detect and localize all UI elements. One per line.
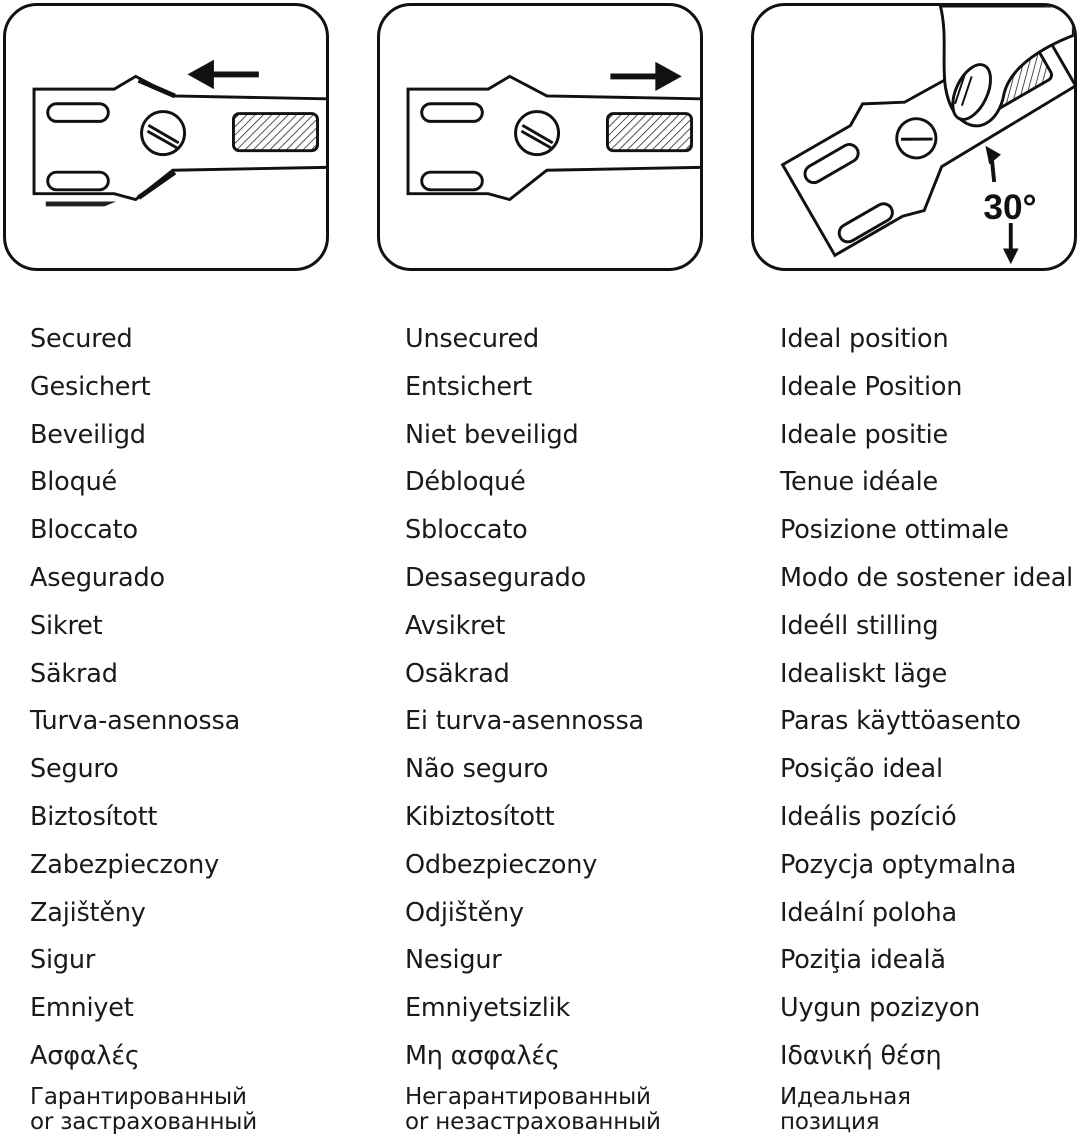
list-item: Bloqué — [30, 467, 118, 498]
list-item: Unsecured — [405, 324, 539, 354]
list-item: Ideális pozíció — [780, 801, 957, 832]
list-item: Sikret — [30, 610, 103, 641]
scraper-unsecured-illustration — [380, 6, 700, 268]
secured-translations-list — [30, 316, 257, 1133]
list-item: Ideal position — [780, 324, 949, 354]
list-item: Emniyet — [30, 993, 134, 1024]
list-item-line: Негарантированный — [405, 1083, 651, 1110]
list-item: Tenue idéale — [780, 467, 939, 498]
list-item-line: позиция — [780, 1108, 880, 1135]
list-item: Niet beveiligd — [405, 419, 579, 450]
list-item: Posição ideal — [780, 754, 943, 785]
ideal-position-translations-list — [780, 316, 1073, 1133]
list-item: Posizione ottimale — [780, 515, 1009, 546]
list-item: Secured — [30, 324, 133, 354]
scraper-secured-illustration — [6, 6, 326, 268]
unsecured-illustration-panel — [377, 3, 703, 271]
list-item: Gesichert — [30, 371, 151, 402]
list-item: Osäkrad — [405, 658, 510, 689]
list-item: Ασφαλές — [30, 1040, 140, 1071]
list-item: Sbloccato — [405, 515, 528, 546]
list-item: Uygun pozizyon — [780, 993, 981, 1024]
list-item: Zabezpieczony — [30, 849, 219, 880]
list-item: Beveiligd — [30, 419, 146, 450]
list-item: Μη ασφαλές — [405, 1040, 560, 1071]
secured-illustration-panel — [3, 3, 329, 271]
list-item: Não seguro — [405, 754, 549, 785]
list-item: Odbezpieczony — [405, 849, 598, 880]
list-item: Ιδανική θέση — [780, 1040, 942, 1071]
list-item: Turva-asennossa — [30, 706, 240, 737]
list-item: Biztosított — [30, 801, 158, 832]
list-item: Ideální poloha — [780, 897, 957, 928]
list-item: Säkrad — [30, 658, 118, 689]
list-item: Avsikret — [405, 610, 506, 641]
list-item-line: or застрахованный — [30, 1108, 258, 1135]
list-item — [405, 1081, 661, 1133]
angle-label: 30° — [983, 188, 1037, 228]
list-item: Asegurado — [30, 562, 165, 593]
list-item: Nesigur — [405, 945, 502, 976]
list-item: Modo de sostener ideal — [780, 562, 1074, 593]
list-item-line: Идеальная — [780, 1083, 911, 1110]
list-item: Seguro — [30, 754, 119, 785]
list-item: Débloqué — [405, 467, 526, 498]
arrow-right-icon — [610, 62, 681, 91]
list-item: Odjištěny — [405, 897, 524, 928]
list-item: Pozycja optymalna — [780, 849, 1017, 880]
list-item: Zajištěny — [30, 897, 146, 928]
list-item — [30, 1081, 257, 1133]
list-item: Paras käyttöasento — [780, 706, 1021, 737]
list-item: Kibiztosított — [405, 801, 555, 832]
list-item: Idealiskt läge — [780, 658, 948, 689]
list-item: Ideale positie — [780, 419, 949, 450]
list-item-line: or незастрахованный — [405, 1108, 661, 1135]
arrow-left-icon — [188, 60, 259, 89]
list-item: Ideale Position — [780, 371, 963, 402]
list-item: Ideéll stilling — [780, 610, 939, 641]
ideal-position-illustration-panel — [751, 3, 1077, 271]
list-item — [780, 1081, 1073, 1133]
list-item: Poziţia ideală — [780, 945, 946, 976]
list-item: Entsichert — [405, 371, 532, 402]
list-item: Desasegurado — [405, 562, 587, 593]
list-item-line: Гарантированный — [30, 1083, 247, 1110]
unsecured-translations-list — [405, 316, 661, 1133]
list-item: Bloccato — [30, 515, 138, 546]
list-item: Ei turva-asennossa — [405, 706, 644, 737]
list-item: Emniyetsizlik — [405, 993, 571, 1024]
scraper-ideal-position-illustration — [754, 6, 1074, 268]
list-item: Sigur — [30, 945, 96, 976]
